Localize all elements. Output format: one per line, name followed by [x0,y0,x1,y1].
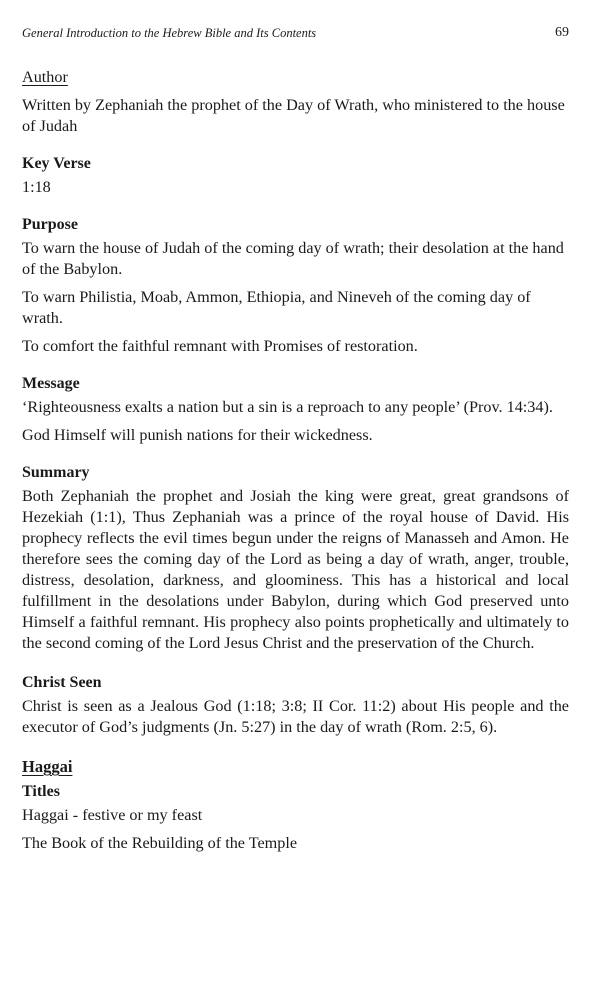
purpose-item: To warn Philistia, Moab, Ammon, Ethiopia, and Nineveh of the coming day of wrath. [22,288,531,327]
message-item: God Himself will punish nations for their wickedness. [22,426,373,444]
page-content [22,67,569,861]
author-label: Author [22,68,68,86]
title-item: The Book of the Rebuilding of the Temple [22,834,298,852]
purpose-item: To comfort the faithful remnant with Promises of restoration. [22,337,418,355]
key-verse-heading: Key Verse [22,155,91,172]
christ-seen-text: Christ is seen as a Jealous God (1:18; 3:8; II Cor. 11:2) about His people and the executor of God’s judgments (Jn. 5:27) in the day of wrath (Rom. 2:5, 6). [22,697,569,736]
message-item: ‘Righteousness exalts a nation but a sin is a reproach to any people’ (Prov. 14:34). [22,398,553,416]
christ-seen-heading: Christ Seen [22,674,102,691]
purpose-heading: Purpose [22,216,78,233]
key-verse-text: 1:18 [22,178,51,196]
summary-heading: Summary [22,464,90,481]
author-text: Written by Zephaniah the prophet of the Day of Wrath, who ministered to the house of Judah [22,96,565,135]
titles-heading: Titles [22,783,60,800]
message-heading: Message [22,375,80,392]
running-head [22,26,569,44]
page-number: 69 [555,25,569,40]
running-head-title: General Introduction to the Hebrew Bible and Its Contents [22,26,317,40]
book-title-haggai: Haggai [22,757,73,776]
summary-text: Both Zephaniah the prophet and Josiah the king were great, great grandsons of Hezekiah (1:1), Thus Zephaniah was a prince of the royal house of David. His prophecy reflects the evil times begun under the reigns of Manasseh and Amon. He therefore sees the coming day of the Lord as being a day of wrath, anger, trouble, distress, desolation, darkness, and gloominess. This has a historical and local fulfillment in the desolations under Babylon, during which God preserved unto Himself a faithful remnant. His prophecy also points prophetically and ultimately to the second coming of the Lord Jesus Christ and the preservation of the Church. [22,487,569,652]
purpose-item: To warn the house of Judah of the coming day of wrath; their desolation at the hand of the Babylon. [22,239,564,278]
title-item: Haggai - festive or my feast [22,806,203,824]
